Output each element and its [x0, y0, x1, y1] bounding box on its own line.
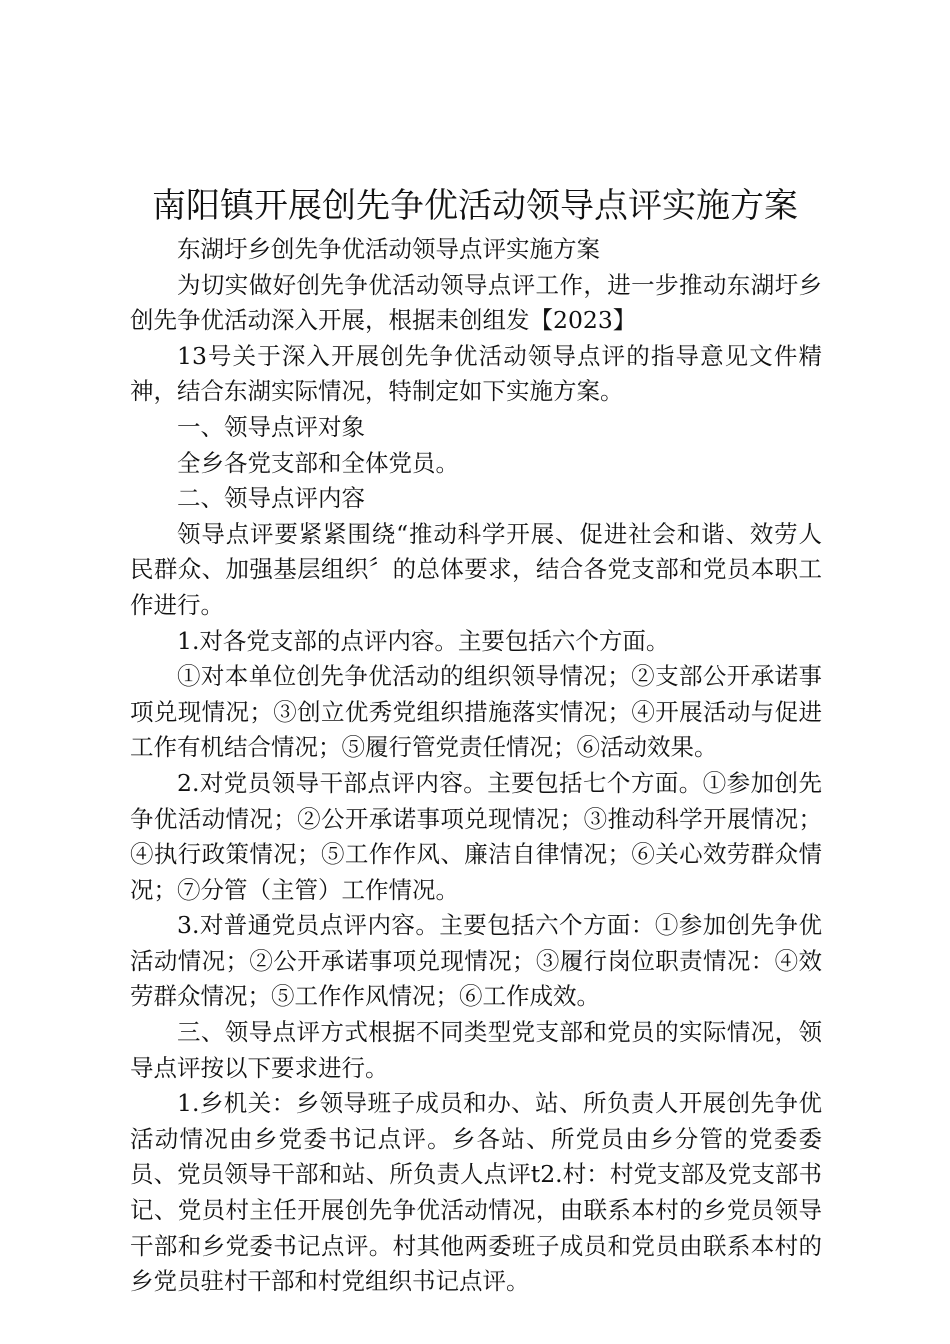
content-paragraph: 领导点评要紧紧围绕“推动科学开展、促进社会和谐、效劳人民群众、加强基层组织〞的总体要求，结合各党支部和党员本职工作进行。	[130, 519, 822, 619]
document-title: 南阳镇开展创先争优活动领导点评实施方案	[152, 186, 798, 226]
method-paragraph: 1.乡机关：乡领导班子成员和办、站、所负责人开展创先争优活动情况由乡党委书记点评。乡各站、所党员由乡分管的党委委员、党员领导干部和站、所负责人点评t2.村：村党支部及党支部书记、党员村主任开展创先争优活动情况，由联系本村的乡党员领导干部和乡党委书记点评。村其他两委班子成员和党员由联系本村的乡党员驻村干部和村党组织书记点评。	[130, 1089, 822, 1296]
targets-paragraph: 全乡各党支部和全体党员。	[177, 448, 459, 477]
branch-review-items: ①对本单位创先争优活动的组织领导情况；②支部公开承诺事项兑现情况；③创立优秀党组织措施落实情况；④开展活动与促进工作有机结合情况；⑤履行管党责任情况；⑥活动效果。	[130, 662, 822, 762]
intro-continued-paragraph: 13号关于深入开展创先争优活动领导点评的指导意见文件精神，结合东湖实际情况，特制定如下实施方案。	[130, 341, 822, 406]
document-body	[130, 232, 822, 1300]
section-heading-content: 二、领导点评内容	[177, 484, 365, 513]
subtitle-paragraph: 东湖圩乡创先争优活动领导点评实施方案	[177, 235, 600, 263]
section-heading-method: 三、领导点评方式根据不同类型党支部和党员的实际情况，领导点评按以下要求进行。	[130, 1018, 822, 1082]
intro-paragraph: 为切实做好创先争优活动领导点评工作，进一步推动东湖圩乡创先争优活动深入开展，根据耒创组发【2023】	[130, 270, 822, 335]
member-review-paragraph: 3.对普通党员点评内容。主要包括六个方面：①参加创先争优活动情况；②公开承诺事项兑现情况；③履行岗位职责情况：④效劳群众情况；⑤工作作风情况；⑥工作成效。	[130, 911, 822, 1011]
branch-review-heading: 1.对各党支部的点评内容。主要包括六个方面。	[177, 626, 670, 655]
leader-review-paragraph: 2.对党员领导干部点评内容。主要包括七个方面。①参加创先争优活动情况；②公开承诺事项兑现情况；③推动科学开展情况；④执行政策情况；⑤工作作风、廉洁自律情况；⑥关心效劳群众情况；⑦分管（主管）工作情况。	[130, 768, 822, 904]
section-heading-targets: 一、领导点评对象	[177, 412, 365, 441]
